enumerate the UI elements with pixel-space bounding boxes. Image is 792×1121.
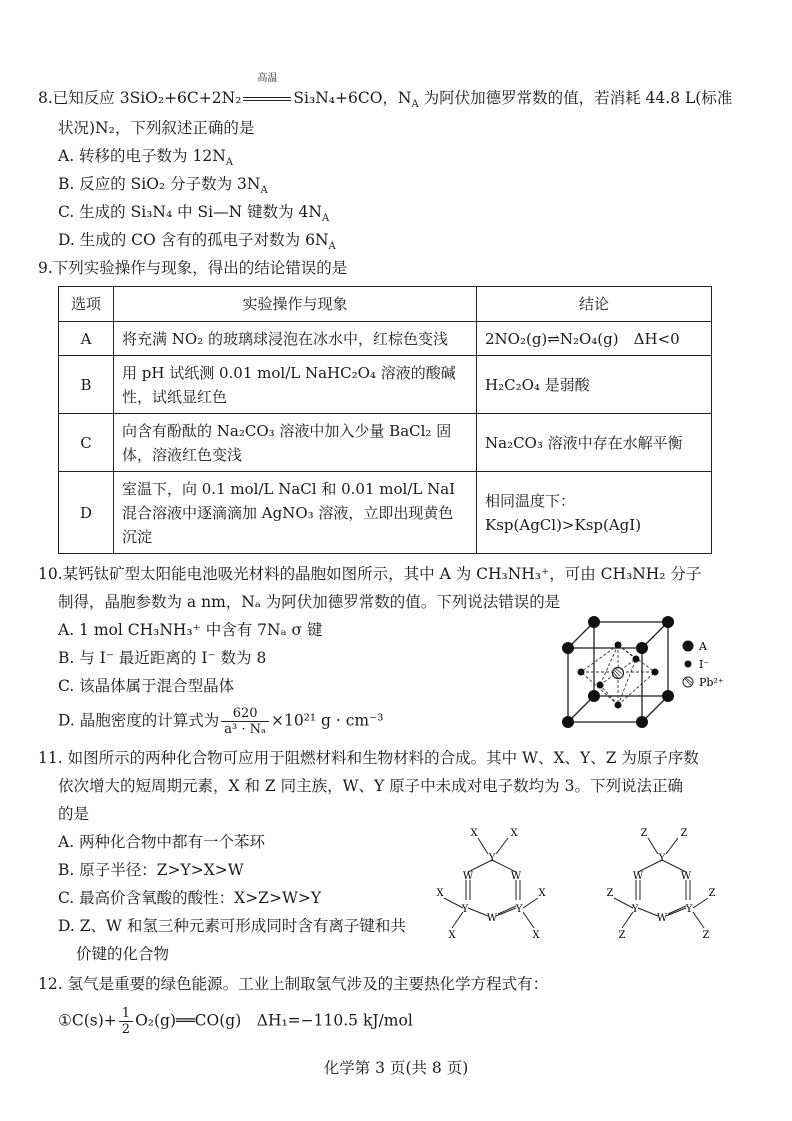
- svg-text:W: W: [462, 871, 474, 882]
- svg-text:W: W: [632, 871, 644, 882]
- svg-text:Y: Y: [488, 853, 496, 864]
- row-conclusion: 2NO₂(g)⇌N₂O₄(g) ΔH<0: [477, 322, 712, 356]
- q8-condition: 高温: [257, 73, 278, 84]
- table-row: [59, 322, 712, 356]
- svg-text:Z: Z: [618, 930, 626, 941]
- q11-option-d-cont: 价键的化合物: [76, 945, 170, 963]
- q8-stem-line2: 状况)N₂，下列叙述正确的是: [58, 119, 255, 137]
- q9-table: [58, 286, 712, 554]
- q10-stem-line1: 10.某钙钛矿型太阳能电池吸光材料的晶胞如图所示，其中 A 为 CH₃NH₃⁺，可由 CH₃NH₂ 分子: [38, 565, 702, 583]
- page-footer: 化学第 3 页(共 8 页): [323, 1059, 469, 1077]
- svg-text:Z: Z: [680, 828, 688, 839]
- row-procedure: 用 pH 试纸测 0.01 mol/L NaHC₂O₄ 溶液的酸碱性，试纸显红色: [114, 356, 477, 414]
- q11-option-a: A. 两种化合物中都有一个苯环: [58, 833, 266, 851]
- svg-text:X: X: [470, 828, 478, 839]
- q8-option-b: B. 反应的 SiO₂ 分子数为 $3N_A$: [58, 175, 268, 197]
- svg-text:X: X: [436, 888, 444, 899]
- svg-text:X: X: [532, 930, 540, 941]
- q8-stem-line1: 8.已知反应 3SiO₂+6C+2N₂ 高温 Si₃N₄+6CO，$N_A$ 为阿伏加德罗常数的值，若消耗 44.8 L(标准: [38, 73, 733, 111]
- table-header-row: [59, 287, 712, 322]
- q10-stem-line2: 制得，晶胞参数为 a nm，Nₐ 为阿伏加德罗常数的值。下列说法错误的是: [58, 593, 561, 611]
- svg-text:Y: Y: [685, 904, 693, 915]
- legend-iodide: I⁻: [699, 658, 710, 671]
- table-row: [59, 414, 712, 472]
- molecule-x: [430, 826, 560, 942]
- q11-stem-line2: 依次增大的短周期元素，X 和 Z 同主族，W、Y 原子中未成对电子数均为 3。下列说法正确: [58, 777, 683, 795]
- q11-option-b: B. 原子半径：Z>Y>X>W: [58, 861, 244, 879]
- row-option: B: [59, 356, 114, 414]
- svg-text:Y: Y: [515, 904, 523, 915]
- q12-equation-1: ①C(s)+ $\frac{1}{2}$ O₂(g)══CO(g) ΔH₁=−110.5 kJ/mol: [58, 1006, 413, 1037]
- q11-option-d: D. Z、W 和氢三种元素可形成同时含有离子键和共: [58, 917, 406, 935]
- svg-text:Y: Y: [461, 904, 469, 915]
- q10-option-c: C. 该晶体属于混合型晶体: [58, 677, 235, 695]
- table-row: [59, 356, 712, 414]
- q10-option-a: A. 1 mol CH₃NH₃⁺ 中含有 7Nₐ σ 键: [58, 621, 323, 639]
- row-procedure: 室温下，向 0.1 mol/L NaCl 和 0.01 mol/L NaI 混合溶液中逐滴滴加 AgNO₃ 溶液，立即出现黄色沉淀: [114, 472, 477, 554]
- row-conclusion: 相同温度下： Ksp(AgCl)>Ksp(AgI): [477, 472, 712, 554]
- row-option: A: [59, 322, 114, 356]
- svg-text:X: X: [538, 888, 546, 899]
- molecule-z: [600, 826, 730, 942]
- q8-option-a: A. 转移的电子数为 $12N_A$: [58, 147, 233, 169]
- svg-text:X: X: [448, 930, 456, 941]
- svg-text:W: W: [486, 913, 498, 924]
- q10-option-d: D. 晶胞密度的计算式为 $\frac{620}{\text{a³ · Nₐ}}$ ×10²¹ g · cm⁻³: [58, 706, 384, 737]
- row-conclusion: Na₂CO₃ 溶液中存在水解平衡: [477, 414, 712, 472]
- header-conclusion: 结论: [477, 287, 712, 322]
- q11-option-c: C. 最高价含氧酸的酸性：X>Z>W>Y: [58, 889, 322, 907]
- svg-text:W: W: [680, 871, 692, 882]
- header-option: 选项: [59, 287, 114, 322]
- row-procedure: 将充满 NO₂ 的玻璃球浸泡在冰水中，红棕色变浅: [114, 322, 477, 356]
- crystal-cell-figure: [548, 610, 738, 732]
- header-procedure: 实验操作与现象: [114, 287, 477, 322]
- q11-stem-line3: 的是: [58, 805, 90, 823]
- q8-option-d: D. 生成的 CO 含有的孤电子对数为 $6N_A$: [58, 231, 336, 253]
- row-option: C: [59, 414, 114, 472]
- q8-option-c: C. 生成的 Si₃N₄ 中 Si—N 键数为 $4N_A$: [58, 203, 330, 225]
- svg-text:Z: Z: [640, 828, 648, 839]
- svg-text:Y: Y: [658, 853, 666, 864]
- svg-text:W: W: [510, 871, 522, 882]
- legend-a: A: [699, 640, 707, 653]
- svg-text:X: X: [510, 828, 518, 839]
- svg-text:Y: Y: [631, 904, 639, 915]
- svg-text:Z: Z: [606, 888, 614, 899]
- svg-text:W: W: [656, 913, 668, 924]
- row-procedure: 向含有酚酞的 Na₂CO₃ 溶液中加入少量 BaCl₂ 固体，溶液红色变浅: [114, 414, 477, 472]
- row-option: D: [59, 472, 114, 554]
- q10-option-b: B. 与 I⁻ 最近距离的 I⁻ 数为 8: [58, 649, 267, 667]
- table-row: [59, 472, 712, 554]
- svg-text:Z: Z: [702, 930, 710, 941]
- svg-text:Z: Z: [708, 888, 716, 899]
- q11-stem-line1: 11. 如图所示的两种化合物可应用于阻燃材料和生物材料的合成。其中 W、X、Y、Z 为原子序数: [38, 749, 699, 767]
- q9-stem: 9.下列实验操作与现象，得出的结论错误的是: [38, 259, 348, 277]
- q12-stem: 12. 氢气是重要的绿色能源。工业上制取氢气涉及的主要热化学方程式有：: [38, 975, 549, 993]
- row-conclusion: H₂C₂O₄ 是弱酸: [477, 356, 712, 414]
- legend-lead: Pb²⁺: [699, 676, 724, 689]
